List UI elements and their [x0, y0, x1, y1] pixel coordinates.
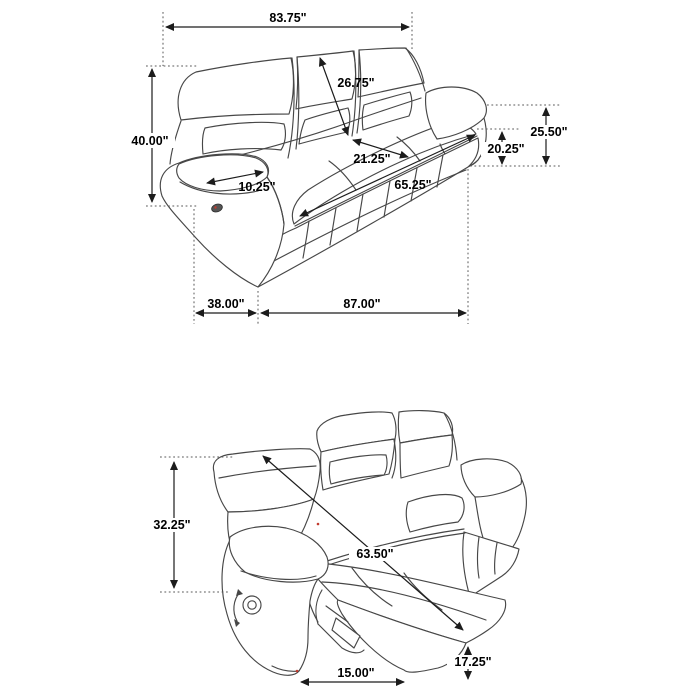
dim-seat-floor-height-label: 20.25" — [487, 142, 525, 156]
dim-front-width-label: 87.00" — [343, 297, 381, 311]
dim-seat-depth-label: 21.25" — [353, 152, 391, 166]
dim-reclined-length-label: 63.50" — [356, 547, 394, 561]
dim-reclined-back-height-label: 32.25" — [153, 518, 191, 532]
dim-arm-height-label: 25.50" — [530, 125, 568, 139]
dim-overall-depth-label: 38.00" — [207, 297, 245, 311]
dim-arm-width-label: 10.25" — [238, 180, 276, 194]
dim-overall-height-label: 40.00" — [131, 134, 169, 148]
dim-overall-width-label: 83.75" — [269, 11, 307, 25]
dim-back-height-label: 26.75" — [337, 76, 375, 90]
dim-interior-width-label: 65.25" — [394, 178, 432, 192]
dim-footrest-clearance-label: 17.25" — [454, 655, 492, 669]
dim-footrest-extension-label: 15.00" — [337, 666, 375, 680]
